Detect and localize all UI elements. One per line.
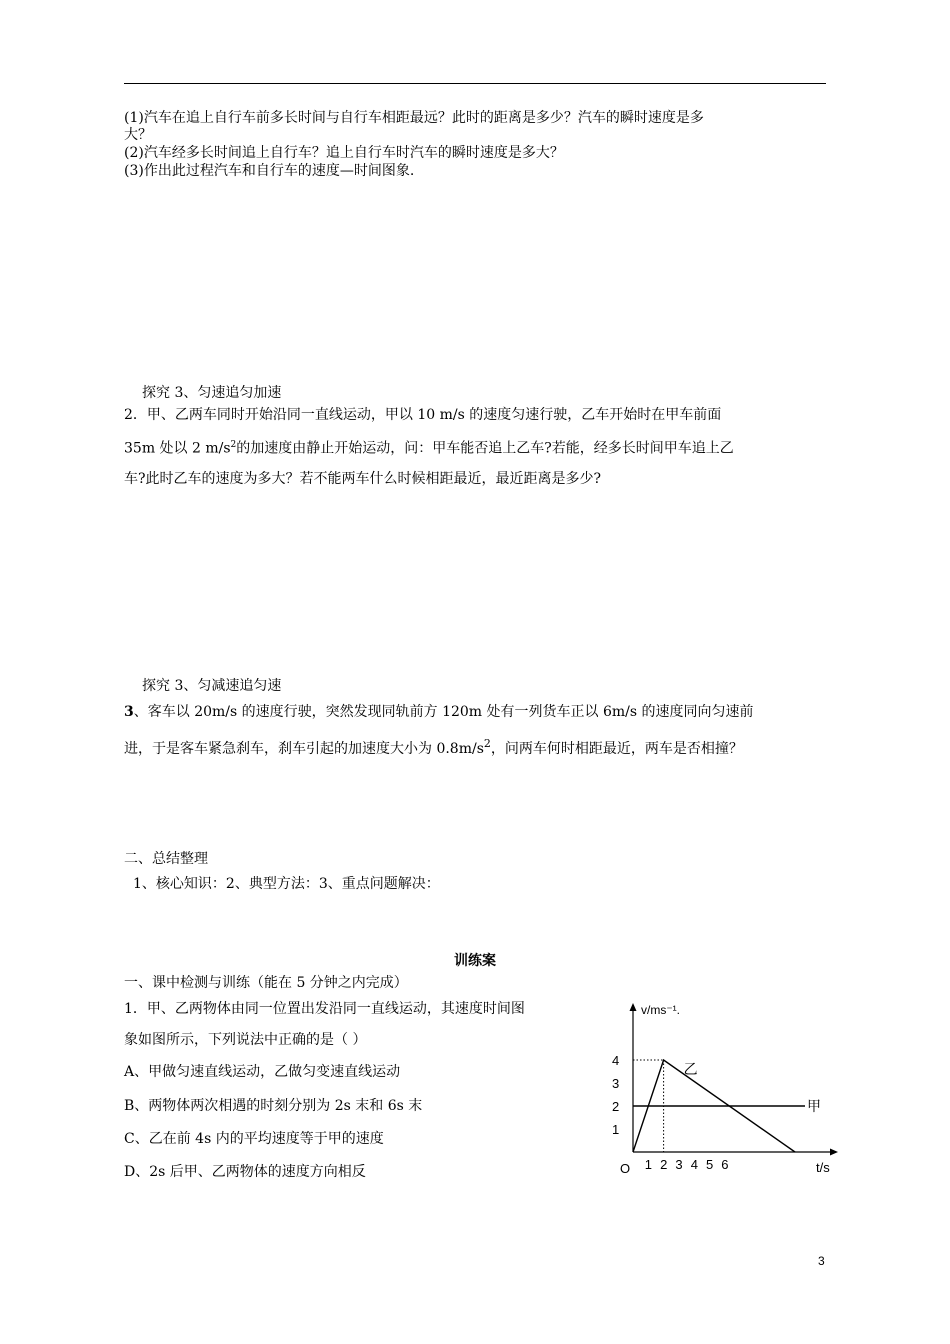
- x-axis-label: t/s: [816, 1160, 830, 1175]
- training-section: 一、课中检测与训练（能在 5 分钟之内完成）: [124, 975, 408, 991]
- training-q-line-2: 象如图所示，下列说法中正确的是（ ）: [124, 1032, 367, 1048]
- sub-question-2: (2)汽车经多长时间追上自行车？追上自行车时汽车的瞬时速度是多大？: [124, 145, 564, 161]
- problem-3-sup: 2: [483, 737, 491, 750]
- x-tick-label: 4: [690, 1157, 698, 1172]
- header-rule: [124, 83, 826, 84]
- option-a: A、甲做匀速直线运动，乙做匀变速直线运动: [124, 1064, 401, 1080]
- problem-3-number: 3: [124, 704, 134, 720]
- y-tick-label: 1: [612, 1122, 620, 1137]
- problem-2-line-1: 2．甲、乙两车同时开始沿同一直线运动，甲以 10 m/s 的速度匀速行驶，乙车开始时在甲车前面: [124, 407, 722, 423]
- explore-heading-1: 探究 3、匀速追匀加速: [142, 385, 282, 401]
- problem-3-line-2: [124, 735, 743, 758]
- sub-question-3: (3)作出此过程汽车和自行车的速度—时间图象.: [124, 163, 415, 179]
- problem-3-line-1-text: 、客车以 20m/s 的速度行驶，突然发现同轨前方 120m 处有一列货车正以 6m/s 的速度同向匀速前: [133, 704, 754, 720]
- problem-2-line-3: 车?此时乙车的速度为多大？若不能两车什么时候相距最近，最近距离是多少?: [124, 471, 602, 487]
- velocity-time-chart: [600, 995, 850, 1180]
- x-tick-label: 3: [675, 1157, 683, 1172]
- problem-2-line-2: [124, 436, 734, 458]
- series-yi-label: 乙: [683, 1061, 698, 1077]
- problem-3-line-2a: 进，于是客车紧急刹车，刹车引起的加速度大小为 0.8m/s: [124, 741, 484, 757]
- x-tick-label: 5: [706, 1157, 714, 1172]
- problem-2-sup: 2: [230, 440, 237, 450]
- page-number: 3: [818, 1254, 825, 1268]
- x-tick-label: 2: [660, 1157, 668, 1172]
- series-jia-label: 甲: [807, 1098, 821, 1114]
- y-axis-label: v/ms⁻¹.: [641, 1003, 680, 1017]
- y-tick-label: 3: [612, 1076, 620, 1091]
- origin-label: O: [620, 1161, 631, 1176]
- sub-question-1: (1)汽车在追上自行车前多长时间与自行车相距最远？此时的距离是多少？汽车的瞬时速度是多: [124, 110, 704, 126]
- y-axis-arrow: [630, 1003, 637, 1011]
- problem-3-line-1: [124, 703, 754, 721]
- problem-2-line-2b: 的加速度由静止开始运动，问：甲车能否追上乙车?若能，经多长时间甲车追上乙: [236, 440, 734, 457]
- problem-2-line-2a: 35m 处以 2 m/s: [124, 440, 231, 457]
- training-q-line-1: 1．甲、乙两物体由同一位置出发沿同一直线运动，其速度时间图: [124, 1001, 525, 1017]
- sub-question-1-cont: 大？: [124, 127, 152, 143]
- summary-heading: 二、总结整理: [124, 851, 208, 867]
- explore-heading-2: 探究 3、匀减速追匀速: [142, 678, 282, 694]
- x-axis-arrow: [830, 1149, 838, 1156]
- option-b: B、两物体两次相遇的时刻分别为 2s 末和 6s 末: [124, 1098, 423, 1114]
- option-d: D、2s 后甲、乙两物体的速度方向相反: [124, 1164, 366, 1180]
- y-tick-label: 4: [612, 1053, 620, 1068]
- x-tick-label: 1: [644, 1157, 653, 1172]
- y-tick-label: 2: [612, 1099, 620, 1114]
- option-c: C、乙在前 4s 内的平均速度等于甲的速度: [124, 1131, 384, 1147]
- x-tick-label: 6: [721, 1157, 729, 1172]
- training-title: 训练案: [454, 953, 496, 969]
- summary-line: 1、核心知识：2、典型方法：3、重点问题解决：: [133, 876, 440, 892]
- problem-3-line-2b: ，问两车何时相距最近，两车是否相撞？: [490, 741, 743, 757]
